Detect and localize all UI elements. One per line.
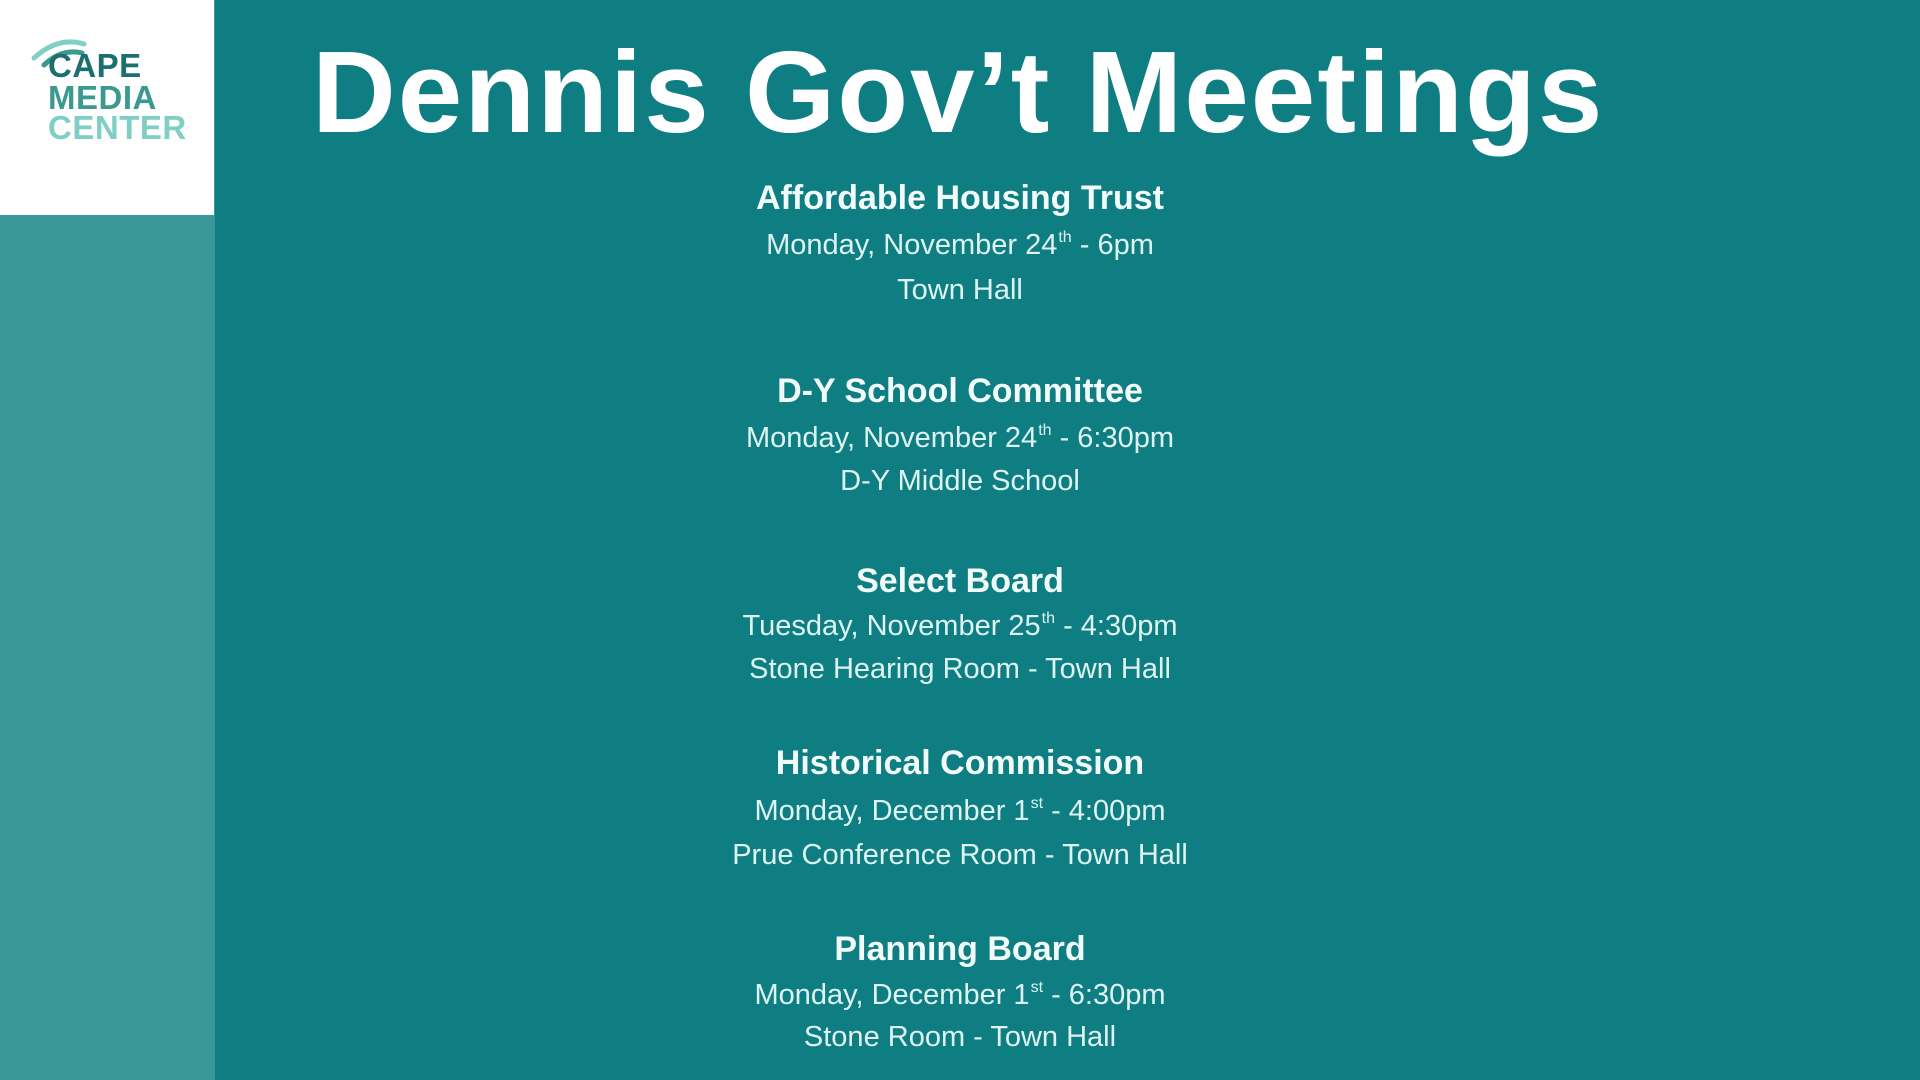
- meeting-location: Prue Conference Room - Town Hall: [732, 839, 1188, 871]
- meeting-datetime: [560, 231, 1360, 264]
- meeting-date: Monday, December 1: [754, 795, 1030, 827]
- meeting-location: Stone Hearing Room - Town Hall: [749, 653, 1171, 685]
- date-suffix: th: [1041, 610, 1056, 627]
- meeting-location: Town Hall: [897, 274, 1023, 306]
- logo-text-center: CENTER: [48, 109, 187, 146]
- meeting-time: - 4:00pm: [1043, 795, 1166, 827]
- meeting-date: Monday, November 24: [745, 422, 1038, 454]
- date-suffix: th: [1058, 229, 1072, 246]
- meeting-location: Stone Room - Town Hall: [803, 1021, 1117, 1053]
- meeting-datetime: [560, 424, 1360, 457]
- meeting-name: Planning Board: [834, 930, 1086, 968]
- meeting-time: - 6pm: [1071, 229, 1154, 261]
- date-suffix: th: [1038, 422, 1052, 439]
- meeting-name: Select Board: [856, 562, 1064, 600]
- date-suffix: st: [1030, 979, 1044, 996]
- meeting-datetime: [560, 612, 1360, 645]
- meeting-time: - 6:30pm: [1043, 979, 1166, 1011]
- date-suffix: st: [1030, 795, 1044, 812]
- logo: [0, 0, 214, 215]
- meeting-date: Tuesday, November 25: [742, 610, 1041, 642]
- meeting-datetime: [560, 797, 1360, 830]
- meeting-name: Affordable Housing Trust: [756, 179, 1164, 217]
- meeting-datetime: [560, 981, 1360, 1014]
- meeting-name: Historical Commission: [775, 744, 1145, 782]
- meeting-time: - 6:30pm: [1051, 422, 1175, 454]
- meeting-name: D-Y School Committee: [777, 372, 1143, 410]
- meeting-date: Monday, December 1: [754, 979, 1030, 1011]
- meeting-location: D-Y Middle School: [840, 465, 1080, 497]
- meeting-time: - 4:30pm: [1055, 610, 1178, 642]
- page-title: Dennis Gov’t Meetings: [312, 27, 1605, 157]
- logo-text-media: MEDIA: [48, 79, 157, 116]
- logo-text-cape: CAPE: [48, 47, 142, 84]
- meeting-date: Monday, November 24: [766, 229, 1058, 261]
